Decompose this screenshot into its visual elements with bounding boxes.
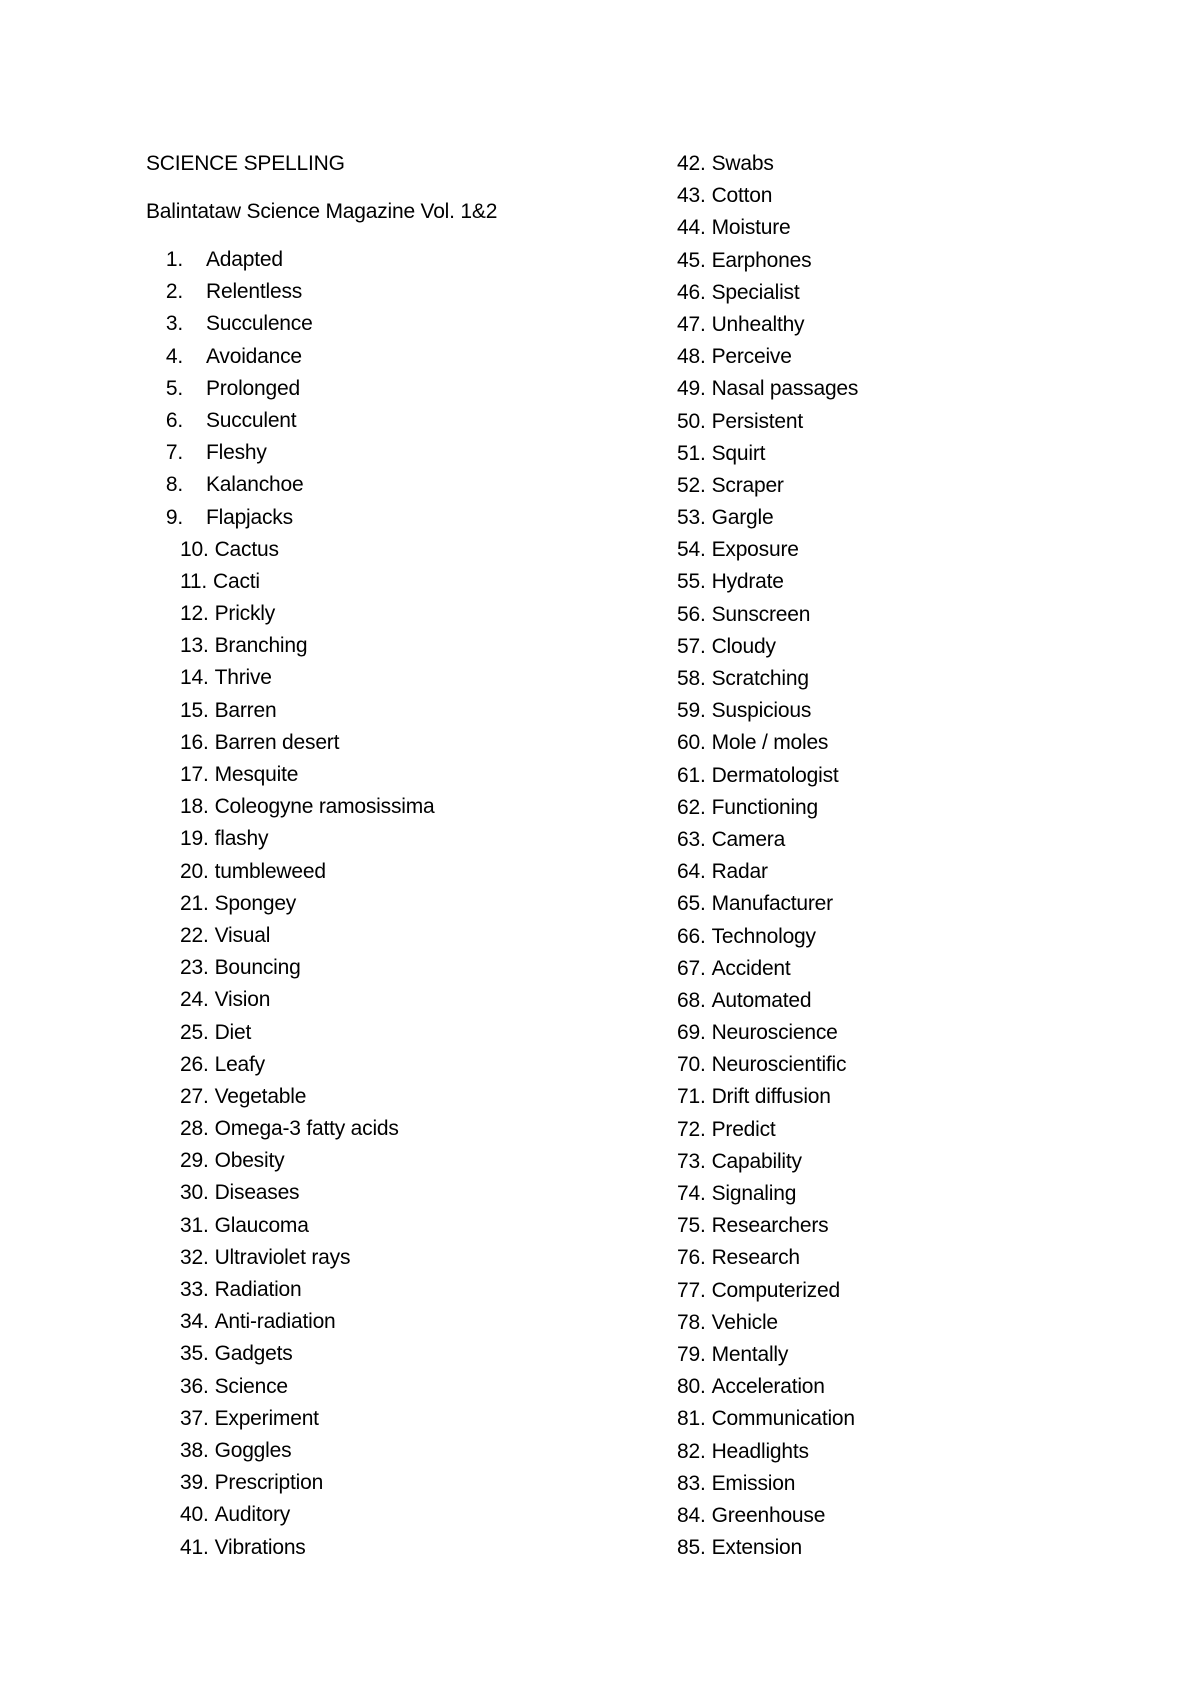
list-item-number: 54. bbox=[677, 538, 706, 562]
list-item-word: Auditory bbox=[214, 1503, 291, 1527]
list-item bbox=[677, 824, 1117, 856]
list-item-number: 29. bbox=[180, 1149, 209, 1173]
list-item bbox=[677, 985, 1117, 1017]
list-item-number: 5. bbox=[165, 376, 183, 400]
list-item-number: 61. bbox=[677, 763, 706, 787]
list-item-number: 53. bbox=[677, 506, 706, 530]
list-item-word: Scraper bbox=[711, 473, 784, 497]
list-item-number: 36. bbox=[180, 1374, 209, 1398]
list-item-number: 11. bbox=[180, 569, 208, 593]
left-column bbox=[146, 148, 666, 1564]
list-item-word: Omega-3 fatty acids bbox=[214, 1117, 399, 1141]
list-item-word: Obesity bbox=[214, 1149, 285, 1173]
list-item-number: 43. bbox=[677, 184, 706, 208]
list-item-word: Capability bbox=[711, 1149, 802, 1173]
list-item-number: 41. bbox=[180, 1535, 209, 1559]
list-item-word: Coleogyne ramosissima bbox=[214, 795, 435, 819]
list-item bbox=[677, 1017, 1117, 1049]
list-item bbox=[677, 1210, 1117, 1242]
list-item bbox=[146, 791, 666, 823]
list-item-word: Earphones bbox=[711, 248, 812, 272]
list-item-number: 55. bbox=[677, 570, 706, 594]
list-item-number: 37. bbox=[180, 1406, 209, 1430]
right-column bbox=[677, 148, 1117, 1564]
list-item-word: Camera bbox=[711, 827, 786, 851]
list-item bbox=[146, 1017, 666, 1049]
list-item-word: Persistent bbox=[711, 409, 803, 433]
list-item-number: 2. bbox=[165, 280, 183, 304]
list-item-word: Spongey bbox=[214, 891, 297, 915]
list-item bbox=[677, 663, 1117, 695]
list-item-number: 73. bbox=[677, 1149, 706, 1173]
list-item bbox=[146, 469, 666, 501]
list-item-number: 52. bbox=[677, 473, 706, 497]
list-item-word: Radar bbox=[711, 860, 768, 884]
list-item-word: Gargle bbox=[711, 506, 774, 530]
list-item bbox=[146, 276, 666, 308]
list-item-word: Thrive bbox=[214, 666, 272, 690]
list-item bbox=[677, 341, 1117, 373]
list-item bbox=[146, 502, 666, 534]
list-item-word: Visual bbox=[214, 923, 271, 947]
list-item bbox=[677, 534, 1117, 566]
list-item bbox=[677, 599, 1117, 631]
list-item bbox=[146, 1210, 666, 1242]
list-item-word: Vibrations bbox=[214, 1535, 306, 1559]
list-item bbox=[677, 1178, 1117, 1210]
list-item-word: Signaling bbox=[711, 1182, 797, 1205]
list-item-word: Functioning bbox=[711, 795, 818, 819]
list-item-number: 14. bbox=[180, 666, 209, 690]
list-item bbox=[146, 630, 666, 662]
list-item-number: 21. bbox=[180, 891, 209, 915]
list-item-number: 7. bbox=[165, 441, 183, 465]
list-item-number: 59. bbox=[677, 699, 706, 723]
list-item bbox=[146, 1532, 666, 1564]
list-item bbox=[146, 244, 666, 276]
list-item bbox=[677, 148, 1117, 180]
list-item-number: 66. bbox=[677, 924, 706, 948]
list-item bbox=[146, 1145, 666, 1177]
list-item-number: 18. bbox=[180, 795, 209, 819]
list-item bbox=[146, 437, 666, 469]
list-item-word: Prickly bbox=[214, 602, 276, 626]
list-item-word: Perceive bbox=[711, 345, 792, 369]
list-item-word: Dermatologist bbox=[711, 763, 839, 787]
list-item bbox=[146, 1242, 666, 1274]
spelling-list-left bbox=[146, 244, 666, 1564]
list-item-number: 25. bbox=[180, 1020, 209, 1044]
list-item bbox=[146, 823, 666, 855]
list-item bbox=[146, 984, 666, 1016]
list-item-number: 58. bbox=[677, 667, 706, 690]
list-item-number: 35. bbox=[180, 1342, 209, 1366]
list-item-word: Suspicious bbox=[711, 699, 812, 723]
list-item-word: Vehicle bbox=[711, 1310, 778, 1334]
list-item-number: 40. bbox=[180, 1503, 209, 1527]
list-item-word: Science bbox=[214, 1374, 288, 1398]
list-item bbox=[146, 759, 666, 791]
list-item-word: Emission bbox=[711, 1471, 796, 1495]
list-item bbox=[146, 888, 666, 920]
list-item-number: 44. bbox=[677, 216, 706, 240]
list-item-word: Vegetable bbox=[214, 1084, 307, 1108]
list-item-word: Mentally bbox=[711, 1342, 789, 1366]
list-item-word: Neuroscientific bbox=[711, 1053, 847, 1077]
list-item-number: 34. bbox=[180, 1310, 209, 1334]
list-item bbox=[677, 309, 1117, 341]
list-item bbox=[677, 1242, 1117, 1274]
list-item bbox=[677, 1081, 1117, 1113]
list-item bbox=[146, 405, 666, 437]
list-item bbox=[146, 856, 666, 888]
list-item-word: Prescription bbox=[214, 1471, 324, 1495]
list-item bbox=[677, 856, 1117, 888]
list-item bbox=[677, 566, 1117, 598]
list-item-word: Manufacturer bbox=[711, 892, 833, 916]
list-item-number: 10. bbox=[180, 537, 209, 561]
list-item bbox=[677, 921, 1117, 953]
list-item-word: Swabs bbox=[711, 152, 774, 175]
list-item-number: 23. bbox=[180, 956, 209, 980]
list-item bbox=[677, 406, 1117, 438]
list-item bbox=[146, 1306, 666, 1338]
list-item-number: 31. bbox=[180, 1213, 209, 1237]
list-item-number: 13. bbox=[180, 634, 209, 658]
list-item-number: 38. bbox=[180, 1438, 209, 1462]
list-item-number: 45. bbox=[677, 248, 706, 272]
list-item-number: 67. bbox=[677, 956, 706, 980]
list-item-number: 16. bbox=[180, 730, 209, 754]
list-item bbox=[677, 245, 1117, 277]
list-item-word: Scratching bbox=[711, 667, 809, 690]
list-item bbox=[146, 695, 666, 727]
document-title: SCIENCE SPELLING bbox=[146, 152, 345, 175]
list-item-number: 68. bbox=[677, 988, 706, 1012]
list-item-number: 80. bbox=[677, 1375, 706, 1399]
list-item-word: Cloudy bbox=[711, 634, 776, 658]
list-item bbox=[146, 1435, 666, 1467]
list-item-word: Avoidance bbox=[206, 344, 302, 368]
list-item-word: Moisture bbox=[711, 216, 791, 240]
list-item-word: flashy bbox=[214, 827, 269, 851]
list-item-number: 39. bbox=[180, 1471, 209, 1495]
list-item-word: Leafy bbox=[214, 1052, 265, 1076]
list-item bbox=[677, 212, 1117, 244]
list-item-number: 77. bbox=[677, 1278, 706, 1302]
list-item-word: Succulent bbox=[206, 408, 297, 432]
list-item-word: Cotton bbox=[711, 184, 773, 208]
list-item-number: 19. bbox=[180, 827, 209, 851]
list-item bbox=[677, 1307, 1117, 1339]
list-item bbox=[677, 953, 1117, 985]
list-item bbox=[677, 1532, 1117, 1564]
list-item-word: Flapjacks bbox=[206, 505, 293, 529]
list-item bbox=[146, 920, 666, 952]
list-item bbox=[677, 1403, 1117, 1435]
list-item bbox=[677, 1468, 1117, 1500]
list-item-word: Headlights bbox=[711, 1439, 809, 1463]
list-item bbox=[146, 727, 666, 759]
list-item-number: 78. bbox=[677, 1310, 706, 1334]
list-item bbox=[146, 1499, 666, 1531]
list-item bbox=[677, 727, 1117, 759]
list-item bbox=[677, 888, 1117, 920]
list-item-number: 9. bbox=[165, 505, 183, 529]
list-item-word: tumbleweed bbox=[214, 859, 326, 883]
list-item bbox=[146, 952, 666, 984]
list-item-number: 42. bbox=[677, 152, 706, 175]
list-item bbox=[677, 1049, 1117, 1081]
list-item-number: 3. bbox=[165, 312, 183, 336]
list-item-number: 65. bbox=[677, 892, 706, 916]
list-item-word: Extension bbox=[711, 1536, 803, 1560]
list-item bbox=[677, 1500, 1117, 1532]
list-item bbox=[146, 1274, 666, 1306]
list-item bbox=[677, 277, 1117, 309]
list-item-word: Ultraviolet rays bbox=[214, 1245, 351, 1269]
list-item bbox=[146, 1081, 666, 1113]
list-item-number: 60. bbox=[677, 731, 706, 755]
list-item-number: 26. bbox=[180, 1052, 209, 1076]
list-item-word: Nasal passages bbox=[711, 377, 859, 401]
list-item bbox=[146, 1338, 666, 1370]
list-item-word: Predict bbox=[711, 1117, 776, 1141]
list-item-word: Vision bbox=[214, 988, 271, 1012]
list-item-word: Automated bbox=[711, 988, 812, 1012]
list-item-number: 32. bbox=[180, 1245, 209, 1269]
list-item-number: 15. bbox=[180, 698, 209, 722]
list-item-word: Researchers bbox=[711, 1214, 829, 1238]
list-item-number: 85. bbox=[677, 1536, 706, 1560]
list-item-word: Cactus bbox=[214, 537, 279, 561]
list-item-number: 50. bbox=[677, 409, 706, 433]
list-item-number: 24. bbox=[180, 988, 209, 1012]
list-item-number: 48. bbox=[677, 345, 706, 369]
list-item-word: Communication bbox=[711, 1407, 855, 1431]
list-item-word: Greenhouse bbox=[711, 1503, 826, 1527]
list-item-number: 20. bbox=[180, 859, 209, 883]
list-item bbox=[146, 373, 666, 405]
list-item-word: Prolonged bbox=[206, 376, 300, 400]
list-item-number: 1. bbox=[165, 248, 183, 271]
list-item-word: Research bbox=[711, 1246, 800, 1270]
list-item-number: 8. bbox=[165, 473, 183, 497]
list-item-number: 12. bbox=[180, 602, 209, 626]
list-item bbox=[146, 1049, 666, 1081]
list-item-number: 84. bbox=[677, 1503, 706, 1527]
list-item-number: 28. bbox=[180, 1117, 209, 1141]
list-item-number: 76. bbox=[677, 1246, 706, 1270]
list-item-word: Accident bbox=[711, 956, 791, 980]
list-item bbox=[146, 662, 666, 694]
list-item-word: Specialist bbox=[711, 280, 800, 304]
list-item-number: 81. bbox=[677, 1407, 706, 1431]
list-item-word: Diet bbox=[214, 1020, 252, 1044]
list-item-number: 82. bbox=[677, 1439, 706, 1463]
list-item-word: Radiation bbox=[214, 1278, 302, 1301]
list-item-word: Diseases bbox=[214, 1181, 300, 1205]
document-subtitle: Balintataw Science Magazine Vol. 1&2 bbox=[146, 200, 498, 223]
list-item-word: Neuroscience bbox=[711, 1021, 838, 1045]
list-item-number: 46. bbox=[677, 280, 706, 304]
list-item-word: Gadgets bbox=[214, 1342, 293, 1366]
list-item bbox=[146, 341, 666, 373]
list-item-number: 56. bbox=[677, 602, 706, 626]
list-item bbox=[146, 534, 666, 566]
list-item-number: 33. bbox=[180, 1278, 209, 1301]
list-item bbox=[677, 1371, 1117, 1403]
list-item bbox=[677, 1146, 1117, 1178]
list-item bbox=[677, 760, 1117, 792]
list-item-word: Branching bbox=[214, 634, 308, 658]
list-item bbox=[677, 1275, 1117, 1307]
list-item-word: Technology bbox=[711, 924, 816, 948]
list-item-word: Drift diffusion bbox=[711, 1085, 831, 1109]
list-item bbox=[677, 1436, 1117, 1468]
list-item-word: Anti-radiation bbox=[214, 1310, 336, 1334]
list-item-word: Fleshy bbox=[206, 441, 267, 465]
list-item-number: 69. bbox=[677, 1021, 706, 1045]
list-item bbox=[146, 1371, 666, 1403]
list-item-number: 22. bbox=[180, 923, 209, 947]
list-item bbox=[146, 308, 666, 340]
list-item-word: Mesquite bbox=[214, 763, 299, 786]
list-item-number: 62. bbox=[677, 795, 706, 819]
list-item bbox=[677, 1339, 1117, 1371]
list-item-word: Unhealthy bbox=[711, 312, 805, 336]
list-item-word: Experiment bbox=[214, 1406, 319, 1430]
list-item-word: Succulence bbox=[206, 312, 313, 336]
list-item-number: 49. bbox=[677, 377, 706, 401]
list-item-number: 17. bbox=[180, 763, 209, 786]
list-item-number: 71. bbox=[677, 1085, 706, 1109]
list-item bbox=[677, 373, 1117, 405]
list-item-word: Barren desert bbox=[214, 730, 340, 754]
list-item-word: Mole / moles bbox=[711, 731, 829, 755]
list-item-word: Goggles bbox=[214, 1438, 292, 1462]
list-item bbox=[146, 1403, 666, 1435]
list-item-number: 63. bbox=[677, 827, 706, 851]
list-item-number: 70. bbox=[677, 1053, 706, 1077]
list-item bbox=[677, 695, 1117, 727]
list-item-number: 83. bbox=[677, 1471, 706, 1495]
list-item bbox=[146, 566, 666, 598]
list-item-word: Barren bbox=[214, 698, 277, 722]
list-item bbox=[677, 180, 1117, 212]
list-item bbox=[146, 1113, 666, 1145]
list-item bbox=[146, 598, 666, 630]
list-item-word: Computerized bbox=[711, 1278, 840, 1302]
list-item-number: 79. bbox=[677, 1342, 706, 1366]
list-item bbox=[146, 1467, 666, 1499]
list-item-number: 57. bbox=[677, 634, 706, 658]
list-item-number: 51. bbox=[677, 441, 706, 465]
list-item-number: 6. bbox=[165, 408, 183, 432]
list-item-number: 30. bbox=[180, 1181, 209, 1205]
list-item bbox=[677, 792, 1117, 824]
list-item bbox=[677, 502, 1117, 534]
list-item-word: Squirt bbox=[711, 441, 766, 465]
list-item-word: Adapted bbox=[206, 248, 283, 271]
list-item-word: Exposure bbox=[711, 538, 799, 562]
list-item-word: Sunscreen bbox=[711, 602, 811, 626]
list-item-number: 74. bbox=[677, 1182, 706, 1205]
list-item bbox=[146, 1177, 666, 1209]
list-item-word: Kalanchoe bbox=[206, 473, 304, 497]
list-item-word: Acceleration bbox=[711, 1375, 825, 1399]
list-item-number: 72. bbox=[677, 1117, 706, 1141]
spelling-list-right bbox=[677, 148, 1117, 1564]
list-item-word: Hydrate bbox=[711, 570, 784, 594]
list-item-word: Glaucoma bbox=[214, 1213, 309, 1237]
list-item-word: Cacti bbox=[213, 569, 260, 593]
list-item bbox=[677, 438, 1117, 470]
list-item-number: 64. bbox=[677, 860, 706, 884]
list-item-number: 27. bbox=[180, 1084, 209, 1108]
list-item bbox=[677, 1114, 1117, 1146]
list-item-number: 75. bbox=[677, 1214, 706, 1238]
list-item-number: 47. bbox=[677, 312, 706, 336]
list-item-word: Bouncing bbox=[214, 956, 301, 980]
list-item-word: Relentless bbox=[206, 280, 303, 304]
list-item-number: 4. bbox=[165, 344, 183, 368]
list-item bbox=[677, 470, 1117, 502]
list-item bbox=[677, 631, 1117, 663]
